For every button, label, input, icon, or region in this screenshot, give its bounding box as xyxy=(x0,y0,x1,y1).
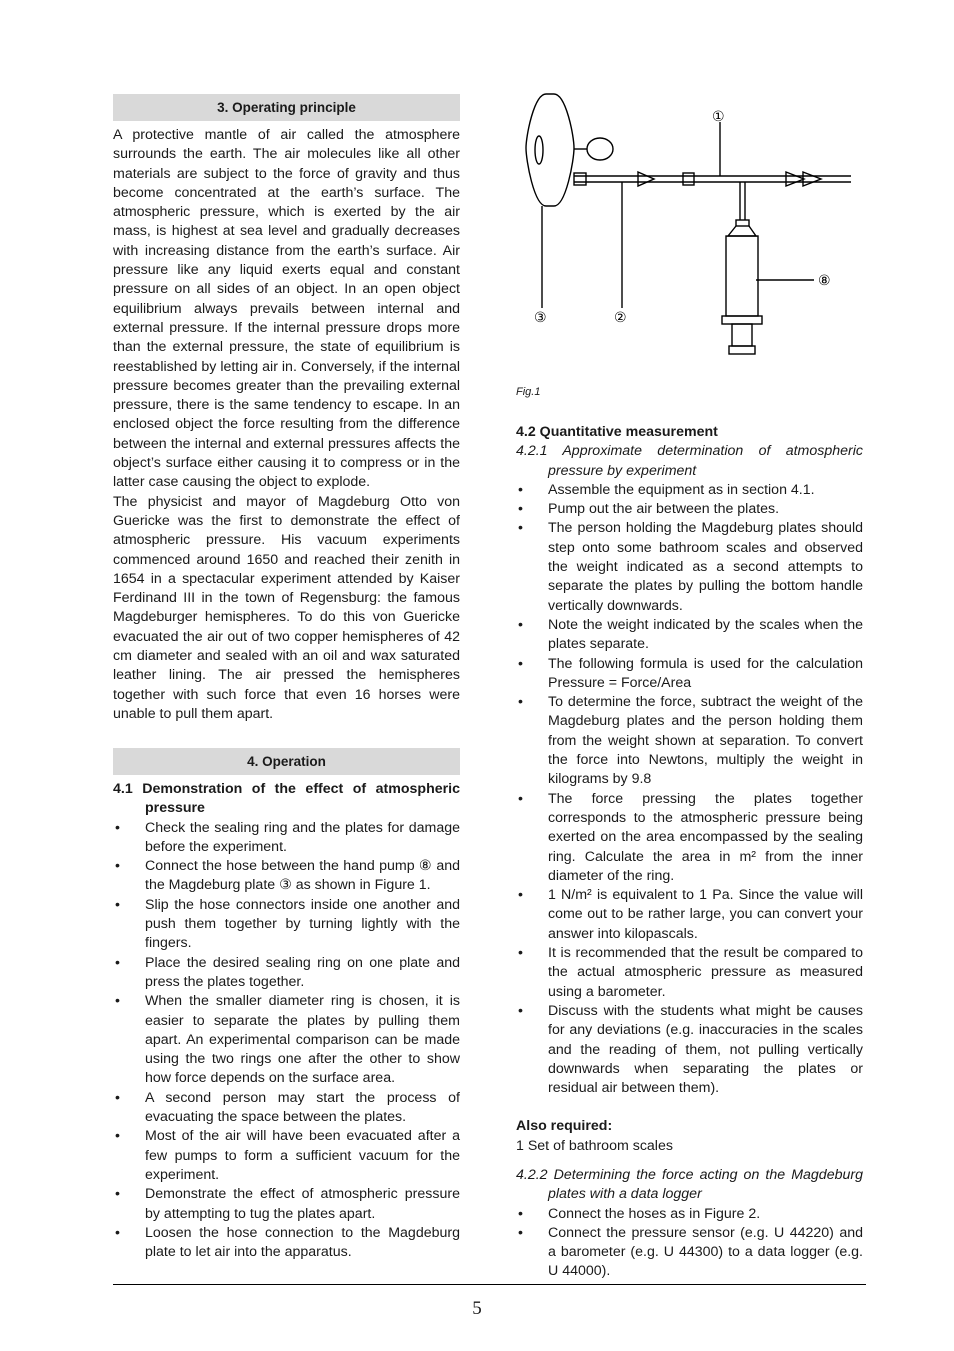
section-4-2 xyxy=(516,423,863,1282)
list-item: • Slip the hose connectors inside one another and push them together by turning lightly with the fingers. xyxy=(113,896,460,954)
label-3: ③ xyxy=(534,310,547,326)
list-item: • Connect the pressure sensor (e.g. U 44220) and a barometer (e.g. U 44300) to a data logger (e.g. U 44000). xyxy=(516,1224,863,1282)
section-4-1-list xyxy=(113,819,460,1263)
list-item: • It is recommended that the result be compared to the actual atmospheric pressure as measured using a barometer. xyxy=(516,944,863,1002)
hose-connector xyxy=(638,172,654,186)
list-item: • Check the sealing ring and the plates for damage before the experiment. xyxy=(113,819,460,858)
section-3-heading: 3. Operating principle xyxy=(113,94,460,121)
label-2: ② xyxy=(614,310,627,326)
hose-connector xyxy=(574,173,586,185)
also-required-item: 1 Set of bathroom scales xyxy=(516,1137,673,1154)
list-item: • Loosen the hose connection to the Magdeburg plate to let air into the apparatus. xyxy=(113,1224,460,1263)
list-item: • Pump out the air between the plates. xyxy=(516,500,863,519)
magdeburg-plate xyxy=(526,94,574,206)
subsection-4-2-title: 4.2 Quantitative measurement xyxy=(516,424,718,440)
label-1: ① xyxy=(712,109,725,125)
list-item: • Connect the hose between the hand pump ⑧ and the Magdeburg plate ③ as shown in Figure 1. xyxy=(113,857,460,896)
subsection-4-2-2-title: 4.2.2 Determining the force acting on the Magdeburg plates with a data logger xyxy=(516,1166,863,1203)
list-item: • The force pressing the plates together corresponds to the atmospheric pressure being exerted on the area encompassed by the sealing ring. Calculate the area in m² from the inner diameter of the ring. xyxy=(516,790,863,886)
hose-connector xyxy=(786,172,804,186)
list-item: • 1 N/m² is equivalent to 1 Pa. Since the value will come out to be rather large, you can convert your answer into kilopascals. xyxy=(516,886,863,944)
section-4-1 xyxy=(113,780,460,1262)
figure-caption: Fig.1 xyxy=(516,386,541,398)
section-3-body xyxy=(113,126,460,724)
subsection-4-1-title: 4.1 Demonstration of the effect of atmospheric pressure xyxy=(113,781,460,817)
label-8: ⑧ xyxy=(818,273,831,289)
also-required-label: Also required: xyxy=(516,1118,613,1135)
section-3-paragraph-2: The physicist and mayor of Magdeburg Otto von Guericke was the first to demonstrate the effect of atmospheric pressure. His vacuum experiments commenced around 1650 and reached their zenith in 1654 in a spectacular experiment attended by Kaiser Ferdinand III in the town of Regensburg: the famous Magdeburger hemispheres. To do this von Guericke evacuated the air out of two copper hemispheres of 42 cm diameter and sealed with an oil and wax saturated leather lining. The air pressed the hemispheres together with such force that even 16 horses were unable to pull them apart. xyxy=(113,493,460,722)
page-number: 5 xyxy=(472,1298,482,1319)
list-item: • Place the desired sealing ring on one plate and press the plates together. xyxy=(113,954,460,993)
footer-rule xyxy=(113,1284,866,1285)
plate-knob xyxy=(587,138,613,160)
list-item: • To determine the force, subtract the weight of the Magdeburg plates and the person holding them from the weight shown at separation. To convert the force into Newtons, multiply the weight in kilograms by 9.8 xyxy=(516,693,863,789)
section-4-2-2-list xyxy=(516,1205,863,1282)
figure-1-apparatus-diagram xyxy=(516,86,866,366)
section-4-heading: 4. Operation xyxy=(113,748,460,775)
section-4-2-1-list xyxy=(516,481,863,1099)
hand-pump xyxy=(726,236,758,316)
list-item: • Most of the air will have been evacuated after a few pumps to form a sufficient vacuum for the experiment. xyxy=(113,1127,460,1185)
hose-connector xyxy=(683,173,694,185)
section-3-paragraph-1: A protective mantle of air called the atmosphere surrounds the earth. The air molecules like all other materials are subject to the force of gravity and thus become concentrated at the earth’s surface. The atmospheric pressure, which is exerted by the air mass, is highest at sea level and gradually decreases with increasing distance from the earth’s surface. Air pressure like any liquid exerts equal and constant pressure on all sides of an object. In an open object equilibrium always prevails between internal and external pressure. If the internal pressure drops more than the external pressure, the state of equilibrium is reestablished by letting air in. Conversely, if the internal pressure becomes greater than the prevailing external pressure, there is the same tendency to escape. In an enclosed object the force resulting from the difference between the internal and external pressures affects the object’s surface either causing it to compress or in the latter case causing the object to explode. xyxy=(113,127,460,491)
list-item: • Demonstrate the effect of atmospheric pressure by attempting to tug the plates apart. xyxy=(113,1185,460,1224)
plate-hole xyxy=(535,136,543,164)
list-item: • Discuss with the students what might be causes for any deviations (e.g. inaccuracies in the scales and the reading of them, not pulling vertically downwards when separating the plates or residual air between them). xyxy=(516,1002,863,1098)
pump-top xyxy=(728,226,756,236)
list-item: • The following formula is used for the calculation Pressure = Force/Area xyxy=(516,655,863,694)
list-item: • The person holding the Magdeburg plates should step onto some bathroom scales and observed the weight indicated as a second attempts to separate the plates by pulling the bottom handle vertically downwards. xyxy=(516,519,863,615)
list-item: • When the smaller diameter ring is chosen, it is easier to separate the plates by pulling them apart. An experimental comparison can be made using the two rings one after the other to show how force depends on the surface area. xyxy=(113,992,460,1088)
list-item: • Connect the hoses as in Figure 2. xyxy=(516,1205,863,1224)
subsection-4-2-1-title: 4.2.1 Approximate determination of atmospheric pressure by experiment xyxy=(516,443,863,479)
list-item: • A second person may start the process of evacuating the space between the plates. xyxy=(113,1089,460,1128)
list-item: • Note the weight indicated by the scales when the plates separate. xyxy=(516,616,863,655)
list-item: • Assemble the equipment as in section 4.1. xyxy=(516,481,863,500)
